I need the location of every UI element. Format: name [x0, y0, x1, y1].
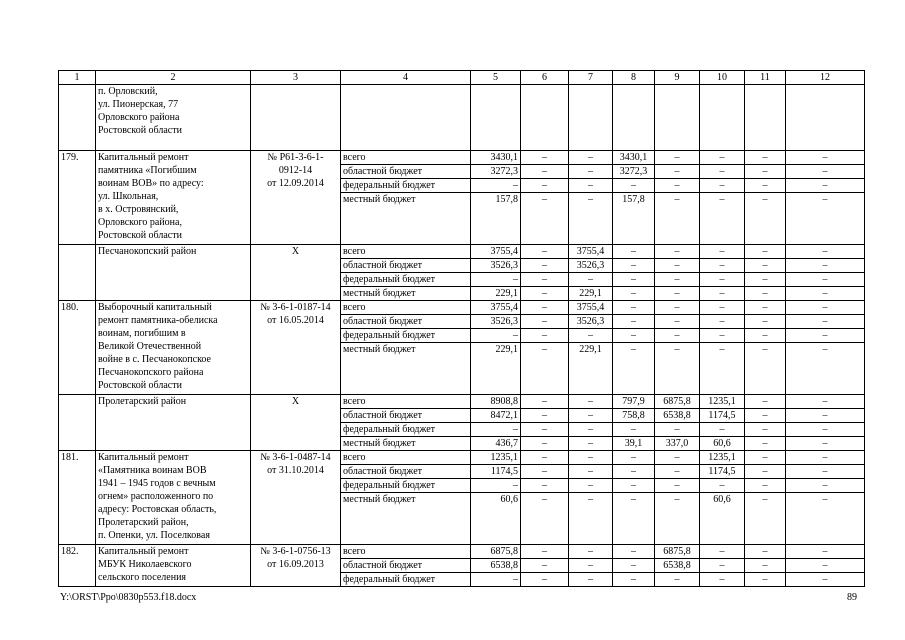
value-cell: –	[655, 245, 700, 259]
value-cell: 229,1	[471, 343, 521, 395]
value-cell: –	[655, 259, 700, 273]
budget-source-cell: местный бюджет	[341, 343, 471, 395]
value-cell: –	[700, 315, 745, 329]
value-cell: 1174,5	[700, 465, 745, 479]
value-cell: –	[613, 315, 655, 329]
value-cell: 3272,3	[471, 165, 521, 179]
value-cell: –	[786, 573, 865, 587]
value-cell: –	[471, 273, 521, 287]
budget-source-cell: местный бюджет	[341, 193, 471, 245]
value-cell: –	[745, 573, 786, 587]
value-cell: 1235,1	[700, 451, 745, 465]
value-cell: –	[521, 329, 569, 343]
value-cell: 758,8	[613, 409, 655, 423]
value-cell: –	[521, 165, 569, 179]
value-cell: –	[569, 329, 613, 343]
column-header: 2	[96, 71, 251, 85]
document-cell: Х	[251, 245, 341, 301]
value-cell: –	[569, 165, 613, 179]
budget-source-cell: федеральный бюджет	[341, 423, 471, 437]
value-cell: 6875,8	[655, 545, 700, 559]
value-cell: –	[655, 165, 700, 179]
value-cell: –	[655, 479, 700, 493]
value-cell: –	[745, 301, 786, 315]
value-cell: –	[521, 545, 569, 559]
value-cell: –	[569, 151, 613, 165]
value-cell: –	[745, 179, 786, 193]
row-number-cell: 179.	[59, 151, 96, 245]
value-cell: –	[655, 301, 700, 315]
value-cell: –	[786, 451, 865, 465]
value-cell: –	[745, 245, 786, 259]
value-cell: –	[521, 465, 569, 479]
value-cell: –	[786, 343, 865, 395]
value-cell: –	[745, 559, 786, 573]
value-cell: –	[521, 151, 569, 165]
value-cell: –	[786, 287, 865, 301]
value-cell: –	[745, 273, 786, 287]
value-cell	[613, 85, 655, 151]
value-cell: –	[700, 193, 745, 245]
value-cell: 6875,8	[471, 545, 521, 559]
object-description: п. Орловский, ул. Пионерская, 77 Орловского района Ростовской области	[96, 85, 251, 151]
value-cell: –	[521, 451, 569, 465]
value-cell: –	[521, 493, 569, 545]
value-cell: –	[569, 273, 613, 287]
value-cell: –	[700, 287, 745, 301]
value-cell	[745, 85, 786, 151]
budget-source-cell: областной бюджет	[341, 409, 471, 423]
table-row	[59, 395, 865, 409]
table-row	[59, 451, 865, 465]
table-row	[59, 245, 865, 259]
object-description: Капитальный ремонт памятника «Погибшим воинам ВОВ» по адресу: ул. Школьная, в х. Островянский, Орловского района, Ростовской области	[96, 151, 251, 245]
object-description: Капитальный ремонт «Памятника воинам ВОВ 1941 – 1945 годов с вечным огнем» расположенного по адресу: Ростовская область, Пролетарский район, п. Опенки, ул. Поселковая	[96, 451, 251, 545]
column-header: 7	[569, 71, 613, 85]
budget-source-cell: областной бюджет	[341, 315, 471, 329]
value-cell: –	[655, 273, 700, 287]
document-cell	[251, 85, 341, 151]
value-cell: –	[521, 315, 569, 329]
value-cell: –	[521, 559, 569, 573]
value-cell: –	[521, 437, 569, 451]
value-cell: –	[745, 493, 786, 545]
budget-source-cell: федеральный бюджет	[341, 479, 471, 493]
object-description: Выборочный капитальный ремонт памятника-обелиска воинам, погибшим в Великой Отечественной войне в с. Песчанокопское Песчанокопского района Ростовской области	[96, 301, 251, 395]
budget-table	[58, 70, 865, 587]
column-header: 3	[251, 71, 341, 85]
value-cell: 229,1	[569, 343, 613, 395]
value-cell: –	[745, 259, 786, 273]
value-cell: –	[569, 479, 613, 493]
value-cell: –	[471, 573, 521, 587]
value-cell: –	[786, 273, 865, 287]
value-cell: –	[521, 245, 569, 259]
column-header: 1	[59, 71, 96, 85]
value-cell: 6538,8	[471, 559, 521, 573]
value-cell: –	[521, 479, 569, 493]
value-cell: –	[655, 573, 700, 587]
value-cell	[569, 85, 613, 151]
budget-source-cell: областной бюджет	[341, 165, 471, 179]
value-cell: 3755,4	[569, 301, 613, 315]
value-cell: –	[786, 329, 865, 343]
value-cell: 60,6	[700, 493, 745, 545]
value-cell: –	[700, 165, 745, 179]
document-cell: № 3-6-1-0187-14 от 16.05.2014	[251, 301, 341, 395]
object-description: Капитальный ремонт МБУК Николаевского сельского поселения	[96, 545, 251, 587]
value-cell: –	[700, 301, 745, 315]
row-number-cell	[59, 85, 96, 151]
budget-source-cell: всего	[341, 151, 471, 165]
value-cell: 3526,3	[471, 315, 521, 329]
value-cell: –	[569, 545, 613, 559]
value-cell: –	[471, 479, 521, 493]
value-cell: –	[569, 193, 613, 245]
value-cell: 60,6	[471, 493, 521, 545]
value-cell: –	[745, 451, 786, 465]
value-cell: –	[655, 315, 700, 329]
document-cell: № 3-6-1-0756-13 от 16.09.2013	[251, 545, 341, 587]
value-cell: 1174,5	[700, 409, 745, 423]
value-cell: –	[786, 479, 865, 493]
value-cell: –	[613, 465, 655, 479]
value-cell: –	[655, 451, 700, 465]
document-cell: № 3-6-1-0487-14 от 31.10.2014	[251, 451, 341, 545]
value-cell: –	[786, 465, 865, 479]
value-cell	[471, 85, 521, 151]
value-cell	[786, 85, 865, 151]
table-row	[59, 545, 865, 559]
value-cell: –	[745, 193, 786, 245]
budget-source-cell: местный бюджет	[341, 437, 471, 451]
value-cell: –	[521, 259, 569, 273]
value-cell: –	[569, 465, 613, 479]
value-cell: –	[700, 573, 745, 587]
value-cell: 3272,3	[613, 165, 655, 179]
value-cell: –	[471, 179, 521, 193]
value-cell: –	[521, 409, 569, 423]
value-cell: –	[700, 545, 745, 559]
header-row	[59, 71, 865, 85]
value-cell: 39,1	[613, 437, 655, 451]
value-cell: –	[786, 545, 865, 559]
row-number-cell	[59, 245, 96, 301]
value-cell: –	[613, 451, 655, 465]
value-cell: –	[745, 287, 786, 301]
value-cell: –	[786, 165, 865, 179]
value-cell: –	[786, 151, 865, 165]
value-cell: –	[700, 343, 745, 395]
value-cell: –	[655, 329, 700, 343]
value-cell: –	[786, 179, 865, 193]
value-cell: –	[786, 245, 865, 259]
value-cell: –	[521, 273, 569, 287]
value-cell: –	[786, 259, 865, 273]
value-cell: –	[786, 559, 865, 573]
value-cell: –	[613, 573, 655, 587]
value-cell: –	[521, 179, 569, 193]
value-cell: –	[786, 193, 865, 245]
value-cell: –	[700, 479, 745, 493]
value-cell: 60,6	[700, 437, 745, 451]
value-cell: –	[655, 343, 700, 395]
value-cell: –	[745, 423, 786, 437]
budget-source-cell: областной бюджет	[341, 465, 471, 479]
value-cell: –	[700, 423, 745, 437]
value-cell: –	[613, 329, 655, 343]
value-cell: 6538,8	[655, 409, 700, 423]
value-cell: –	[569, 451, 613, 465]
column-header: 10	[700, 71, 745, 85]
value-cell: –	[569, 573, 613, 587]
table-body	[59, 71, 865, 587]
budget-source-cell: всего	[341, 451, 471, 465]
value-cell: –	[745, 479, 786, 493]
budget-source-cell: федеральный бюджет	[341, 179, 471, 193]
value-cell: 229,1	[569, 287, 613, 301]
budget-source-cell: федеральный бюджет	[341, 329, 471, 343]
value-cell: –	[569, 179, 613, 193]
value-cell: –	[521, 423, 569, 437]
value-cell: –	[613, 545, 655, 559]
value-cell: –	[613, 301, 655, 315]
value-cell: –	[613, 559, 655, 573]
value-cell: 1174,5	[471, 465, 521, 479]
value-cell	[521, 85, 569, 151]
value-cell: –	[655, 287, 700, 301]
value-cell: –	[786, 301, 865, 315]
budget-source-cell: всего	[341, 395, 471, 409]
value-cell: –	[745, 545, 786, 559]
value-cell: 436,7	[471, 437, 521, 451]
column-header: 6	[521, 71, 569, 85]
document-cell: № Р61-3-6-1- 0912-14 от 12.09.2014	[251, 151, 341, 245]
value-cell: 6538,8	[655, 559, 700, 573]
value-cell: 157,8	[613, 193, 655, 245]
budget-source-cell: областной бюджет	[341, 259, 471, 273]
value-cell: –	[613, 343, 655, 395]
value-cell: –	[655, 193, 700, 245]
budget-source-cell	[341, 85, 471, 151]
value-cell: 1235,1	[700, 395, 745, 409]
continuation-row	[59, 85, 865, 151]
budget-source-cell: всего	[341, 245, 471, 259]
budget-source-cell: всего	[341, 545, 471, 559]
value-cell: –	[613, 479, 655, 493]
value-cell: 3526,3	[569, 259, 613, 273]
value-cell: 1235,1	[471, 451, 521, 465]
value-cell: –	[745, 151, 786, 165]
value-cell: –	[613, 287, 655, 301]
footer-file-path: Y:\ORST\Ppo\0830p553.f18.docx	[60, 592, 197, 603]
value-cell: –	[521, 301, 569, 315]
value-cell: –	[521, 193, 569, 245]
value-cell: –	[786, 493, 865, 545]
value-cell: –	[569, 423, 613, 437]
value-cell: –	[521, 573, 569, 587]
value-cell: –	[745, 395, 786, 409]
value-cell: –	[786, 315, 865, 329]
value-cell: –	[700, 559, 745, 573]
value-cell: –	[786, 437, 865, 451]
column-header: 4	[341, 71, 471, 85]
table-row	[59, 301, 865, 315]
value-cell: 229,1	[471, 287, 521, 301]
value-cell: –	[745, 315, 786, 329]
value-cell: –	[745, 437, 786, 451]
value-cell: –	[613, 273, 655, 287]
page-number: 89	[847, 592, 857, 603]
value-cell: –	[655, 423, 700, 437]
value-cell: –	[745, 343, 786, 395]
value-cell: 6875,8	[655, 395, 700, 409]
budget-source-cell: областной бюджет	[341, 559, 471, 573]
column-header: 11	[745, 71, 786, 85]
value-cell: –	[745, 409, 786, 423]
value-cell: –	[521, 395, 569, 409]
value-cell: –	[655, 493, 700, 545]
value-cell: –	[569, 559, 613, 573]
value-cell: –	[613, 423, 655, 437]
budget-source-cell: местный бюджет	[341, 493, 471, 545]
value-cell: –	[613, 259, 655, 273]
budget-source-cell: федеральный бюджет	[341, 273, 471, 287]
value-cell: –	[655, 465, 700, 479]
budget-source-cell: федеральный бюджет	[341, 573, 471, 587]
value-cell: –	[521, 343, 569, 395]
value-cell: –	[700, 259, 745, 273]
row-number-cell: 182.	[59, 545, 96, 587]
value-cell: 8908,8	[471, 395, 521, 409]
row-number-cell: 180.	[59, 301, 96, 395]
column-header: 8	[613, 71, 655, 85]
value-cell: –	[786, 423, 865, 437]
value-cell: –	[521, 287, 569, 301]
value-cell: 3526,3	[569, 315, 613, 329]
value-cell: –	[613, 179, 655, 193]
value-cell: –	[745, 329, 786, 343]
column-header: 9	[655, 71, 700, 85]
value-cell: –	[745, 165, 786, 179]
budget-source-cell: всего	[341, 301, 471, 315]
value-cell: 3755,4	[471, 301, 521, 315]
value-cell: –	[786, 409, 865, 423]
value-cell: 8472,1	[471, 409, 521, 423]
column-header: 12	[786, 71, 865, 85]
value-cell: –	[569, 409, 613, 423]
value-cell: –	[655, 179, 700, 193]
value-cell: –	[786, 395, 865, 409]
document-cell: Х	[251, 395, 341, 451]
value-cell: –	[569, 437, 613, 451]
object-description: Песчанокопский район	[96, 245, 251, 301]
value-cell: –	[471, 329, 521, 343]
value-cell: 797,9	[613, 395, 655, 409]
value-cell: 337,0	[655, 437, 700, 451]
value-cell: 3430,1	[613, 151, 655, 165]
row-number-cell	[59, 395, 96, 451]
value-cell: –	[613, 245, 655, 259]
value-cell	[655, 85, 700, 151]
value-cell: –	[655, 151, 700, 165]
value-cell: –	[700, 151, 745, 165]
value-cell: –	[745, 465, 786, 479]
value-cell: –	[700, 273, 745, 287]
value-cell: –	[569, 395, 613, 409]
value-cell: 3526,3	[471, 259, 521, 273]
value-cell: –	[613, 493, 655, 545]
value-cell: –	[700, 179, 745, 193]
value-cell: –	[471, 423, 521, 437]
table-row	[59, 151, 865, 165]
row-number-cell: 181.	[59, 451, 96, 545]
object-description: Пролетарский район	[96, 395, 251, 451]
value-cell: 3430,1	[471, 151, 521, 165]
value-cell: 3755,4	[569, 245, 613, 259]
value-cell: 157,8	[471, 193, 521, 245]
value-cell: –	[700, 329, 745, 343]
value-cell: 3755,4	[471, 245, 521, 259]
budget-source-cell: местный бюджет	[341, 287, 471, 301]
value-cell	[700, 85, 745, 151]
value-cell: –	[700, 245, 745, 259]
value-cell: –	[569, 493, 613, 545]
column-header: 5	[471, 71, 521, 85]
